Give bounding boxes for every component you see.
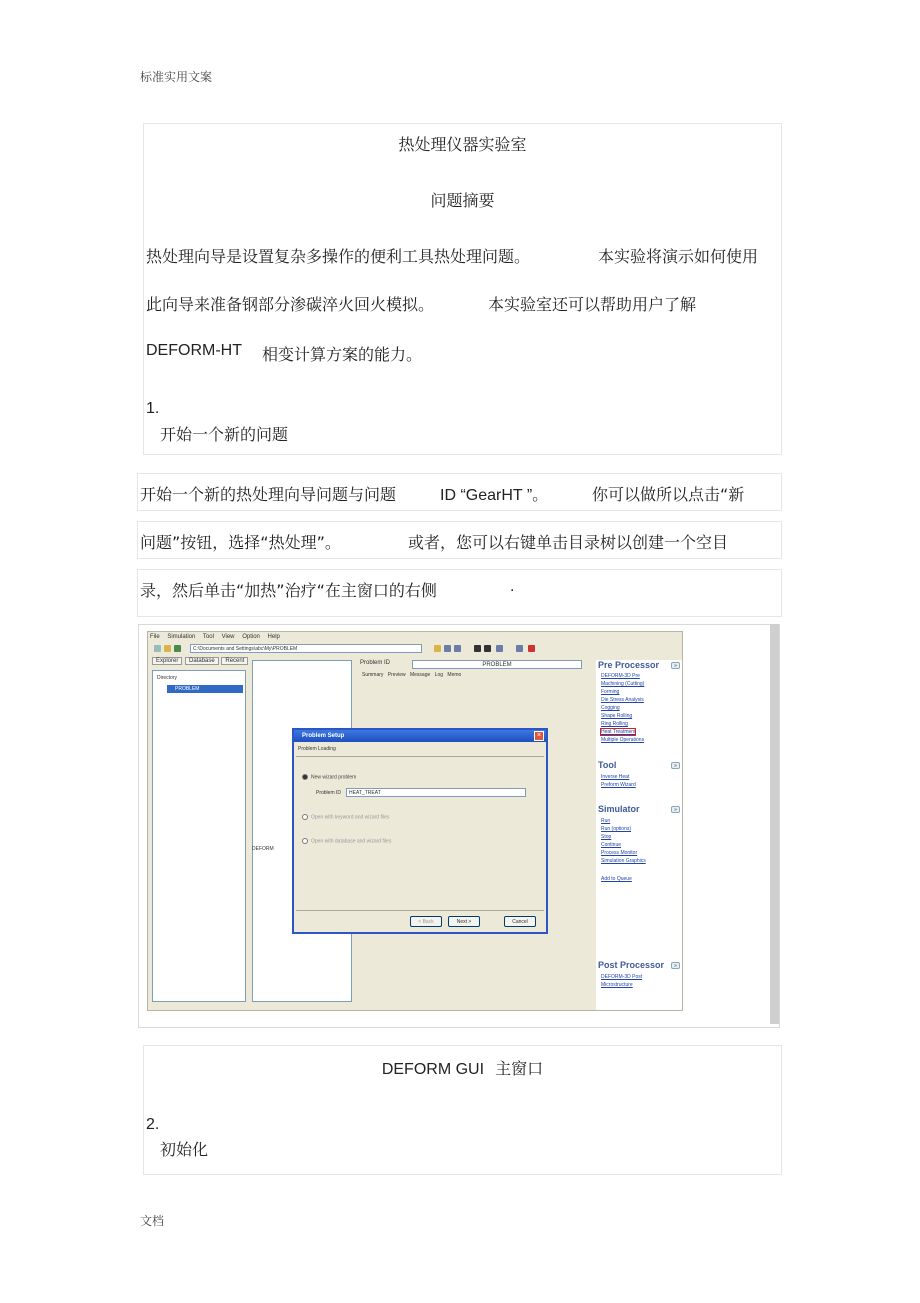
- tab-summary[interactable]: Summary: [362, 672, 384, 678]
- para-line-3a: DEFORM-HT: [146, 342, 242, 359]
- stop-icon[interactable]: [484, 645, 491, 652]
- screenshot-scrollbar: [770, 624, 779, 1024]
- tool-heading: Tool: [598, 760, 617, 770]
- collapse-icon[interactable]: »: [671, 962, 680, 969]
- page-header: 标准实用文案: [140, 70, 213, 84]
- collapse-icon[interactable]: »: [671, 762, 680, 769]
- link-stop[interactable]: Stop: [601, 834, 612, 840]
- problem-tabs: [362, 672, 464, 678]
- figure-caption-b: 主窗口: [495, 1059, 544, 1078]
- instr-1c: 你可以做所以点击“新: [592, 485, 745, 504]
- link-add-to-queue[interactable]: Add to Queue: [601, 876, 632, 882]
- link-forming[interactable]: Forming: [601, 689, 620, 695]
- problem-setup-dialog: [292, 728, 548, 934]
- instr-1b: ID “GearHT ”。: [440, 487, 549, 504]
- radio-dot-icon: [302, 774, 308, 780]
- settings-icon[interactable]: [454, 645, 461, 652]
- radio-open-keyword[interactable]: [302, 814, 389, 820]
- next-button[interactable]: Next >: [448, 916, 480, 927]
- section-1-box: [143, 123, 782, 455]
- dialog-subtitle: Problem Loading: [298, 746, 336, 752]
- dialog-bottom-separator: [296, 910, 544, 911]
- left-tabs: [152, 658, 249, 664]
- link-die-stress[interactable]: Die Stress Analysis: [601, 697, 644, 703]
- lab-title: 热处理仪器实验室: [398, 135, 527, 154]
- collapse-icon[interactable]: »: [671, 806, 680, 813]
- link-simulation-graphics[interactable]: Simulation Graphics: [601, 858, 646, 864]
- menu-simulation[interactable]: Simulation: [167, 634, 196, 640]
- tab-log[interactable]: Log: [434, 672, 444, 678]
- para-line-1b: 本实验将演示如何使用: [598, 247, 759, 266]
- tab-recent[interactable]: Recent: [221, 657, 248, 665]
- radio-new-wizard[interactable]: [302, 774, 356, 780]
- exit-icon[interactable]: [528, 645, 535, 652]
- pre-processor-heading: Pre Processor: [598, 660, 660, 670]
- instruction-row-1: [137, 473, 782, 511]
- link-shape-rolling[interactable]: Shape Rolling: [601, 713, 633, 719]
- tab-memo[interactable]: Memo: [447, 672, 462, 678]
- lab-subtitle: 问题摘要: [430, 191, 495, 210]
- link-machining[interactable]: Machining (Cutting): [601, 681, 645, 687]
- dialog-title: Problem Setup: [294, 730, 546, 742]
- menu-file[interactable]: File: [150, 634, 160, 640]
- path-field[interactable]: C:\Documents and Settings\abc\My\PROBLEM: [190, 644, 422, 653]
- tool-icon[interactable]: [444, 645, 451, 652]
- link-ring-rolling[interactable]: Ring Rolling: [601, 721, 628, 727]
- link-process-monitor[interactable]: Process Monitor: [601, 850, 638, 856]
- folder-icon[interactable]: [434, 645, 441, 652]
- tab-explorer[interactable]: Explorer: [152, 657, 182, 665]
- back-button[interactable]: < Back: [410, 916, 442, 927]
- post-processor-heading: Post Processor: [598, 960, 665, 970]
- directory-label: Directory: [157, 675, 178, 681]
- tab-preview[interactable]: Preview: [387, 672, 406, 678]
- deform-main-window: [147, 631, 683, 1011]
- instr-1a: 开始一个新的热处理向导问题与问题: [140, 485, 397, 504]
- toolbar: [150, 644, 680, 655]
- menu-bar: [150, 634, 286, 643]
- radio-open-database-label: Open with database and wizard files: [311, 838, 392, 845]
- link-deform-3d-post[interactable]: DEFORM-3D Post: [601, 974, 643, 980]
- step-1-title: 开始一个新的问题: [160, 425, 289, 444]
- radio-open-database[interactable]: [302, 838, 391, 844]
- menu-tool[interactable]: Tool: [202, 634, 214, 640]
- instr-3a: 录，然后单击“加热”治疗“在主窗口的右侧: [140, 581, 437, 600]
- deform-gui-screenshot: [138, 624, 780, 1028]
- simulator-heading: Simulator: [598, 804, 640, 814]
- help-icon[interactable]: [516, 645, 523, 652]
- play-icon[interactable]: [474, 645, 481, 652]
- dialog-problem-id-input[interactable]: HEAT_TREAT: [346, 788, 526, 797]
- cancel-button[interactable]: Cancel: [504, 916, 536, 927]
- para-line-1a: 热处理向导是设置复杂多操作的便利工具热处理问题。: [146, 247, 531, 266]
- menu-option[interactable]: Option: [242, 634, 260, 640]
- refresh-icon[interactable]: [174, 645, 181, 652]
- link-run[interactable]: Run: [601, 818, 611, 824]
- deform-file-item[interactable]: DEFORM: [252, 846, 274, 852]
- step-2-number: 2.: [146, 1116, 160, 1133]
- link-heat-treatment[interactable]: Heat Treatment: [601, 729, 636, 735]
- link-microstructure[interactable]: Microstructure: [601, 982, 633, 988]
- step-1-number: 1.: [146, 400, 160, 417]
- link-cogging[interactable]: Cogging: [601, 705, 620, 711]
- link-preform-wizard[interactable]: Preform Wizard: [601, 782, 636, 788]
- dialog-separator: [296, 756, 544, 757]
- problem-id-label: Problem ID: [360, 660, 391, 666]
- instr-2a: 问题”按钮，选择“热处理”。: [140, 533, 341, 552]
- open-icon[interactable]: [164, 645, 171, 652]
- radio-new-wizard-label: New wizard problem: [311, 774, 357, 781]
- menu-help[interactable]: Help: [267, 634, 280, 640]
- link-multiple-operations[interactable]: Multiple Operations: [601, 737, 645, 743]
- instr-2b: 或者，您可以右键单击目录树以创建一个空目: [408, 533, 729, 552]
- collapse-icon[interactable]: »: [671, 662, 680, 669]
- instr-3b: .: [510, 578, 515, 595]
- dialog-problem-id-label: Problem ID: [316, 790, 342, 796]
- instruction-row-2: [137, 521, 782, 559]
- close-icon[interactable]: ×: [534, 731, 544, 741]
- link-deform-3d-pre[interactable]: DEFORM-3D Pre: [601, 673, 640, 679]
- para-line-3b: 相变计算方案的能力。: [262, 345, 423, 364]
- page-footer: 文档: [140, 1214, 165, 1228]
- tab-database[interactable]: Database: [185, 657, 219, 665]
- tab-message[interactable]: Message: [409, 672, 431, 678]
- section-2-box: [143, 1045, 782, 1175]
- directory-tree[interactable]: [152, 670, 246, 1002]
- para-line-2a: 此向导来准备钢部分渗碳淬火回火模拟。: [146, 295, 435, 314]
- figure-caption-a: DEFORM GUI: [381, 1061, 485, 1078]
- step-2-title: 初始化: [160, 1140, 209, 1159]
- link-run-options[interactable]: Run (options): [601, 826, 632, 832]
- radio-dot-icon: [302, 838, 308, 844]
- radio-dot-icon: [302, 814, 308, 820]
- link-inverse-heat[interactable]: Inverse Heat: [601, 774, 630, 780]
- menu-view[interactable]: View: [221, 634, 235, 640]
- instruction-row-3: [137, 569, 782, 617]
- link-continue[interactable]: Continue: [601, 842, 622, 848]
- monitor-icon[interactable]: [496, 645, 503, 652]
- problem-id-field[interactable]: PROBLEM: [412, 660, 582, 669]
- directory-item-problem[interactable]: PROBLEM: [167, 685, 243, 693]
- radio-open-keyword-label: Open with keyword and wizard files: [311, 814, 390, 821]
- new-icon[interactable]: [154, 645, 161, 652]
- module-sidebar: [596, 660, 683, 1011]
- para-line-2b: 本实验室还可以帮助用户了解: [488, 295, 697, 314]
- figure-caption: [144, 1056, 781, 1079]
